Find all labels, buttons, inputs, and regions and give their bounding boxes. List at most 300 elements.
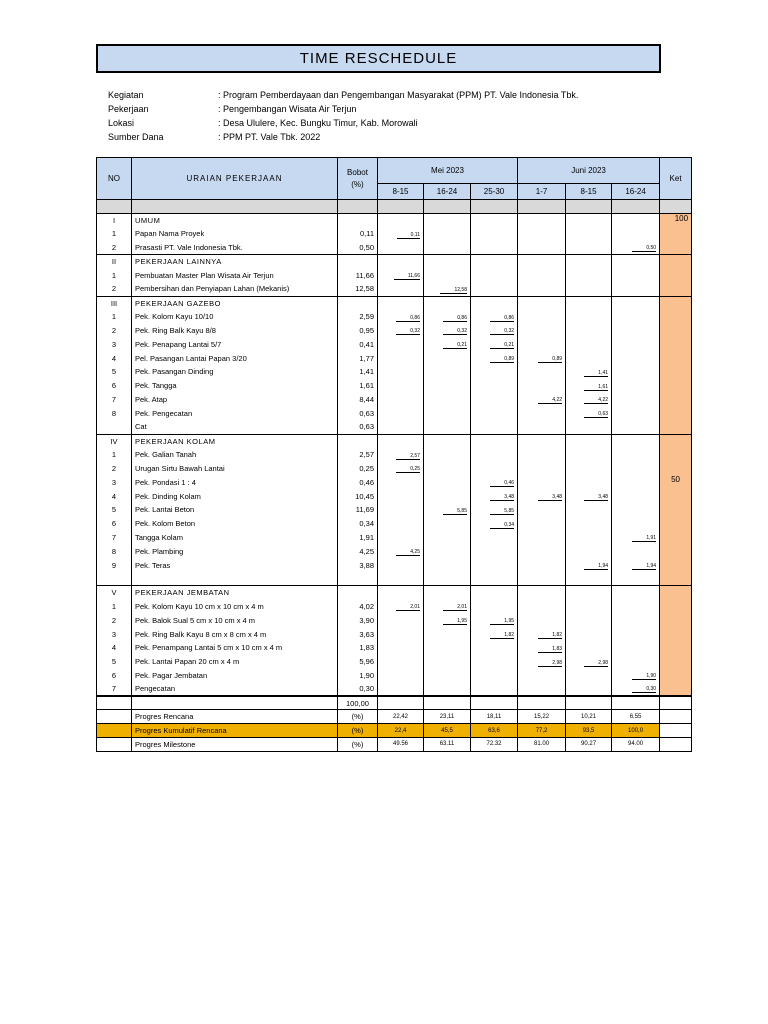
schedule-cell	[424, 462, 471, 476]
schedule-cell	[612, 241, 660, 255]
ket-cell	[660, 434, 692, 448]
progress-value: 22,42	[378, 710, 424, 724]
schedule-cell	[566, 310, 612, 324]
schedule-cell	[424, 544, 471, 558]
schedule-cell	[518, 572, 566, 586]
schedule-cell	[566, 489, 612, 503]
footer-cell	[518, 696, 566, 710]
table-row	[97, 268, 692, 282]
schedule-cell	[612, 406, 660, 420]
schedule-cell	[612, 379, 660, 393]
schedule-cell	[566, 255, 612, 269]
schedule-cell	[612, 310, 660, 324]
schedule-cell	[566, 351, 612, 365]
schedule-cell	[566, 379, 612, 393]
schedule-cell	[518, 475, 566, 489]
table-row	[97, 310, 692, 324]
row-no: 5	[97, 365, 132, 379]
schedule-cell	[518, 448, 566, 462]
schedule-cell	[471, 613, 518, 627]
info-row	[108, 116, 578, 130]
info-value: : Pengembangan Wisata Air Terjun	[218, 104, 357, 114]
info-row	[108, 102, 578, 116]
info-label: Pekerjaan	[108, 104, 149, 114]
row-no: III	[97, 296, 132, 310]
schedule-cell	[424, 503, 471, 517]
schedule-cell	[424, 324, 471, 338]
header-week: 8-15	[566, 184, 612, 200]
schedule-bar: 0,63	[584, 411, 608, 418]
schedule-cell	[566, 462, 612, 476]
table-row	[97, 227, 692, 241]
row-no: 2	[97, 241, 132, 255]
progress-value: 18,11	[471, 710, 518, 724]
ket-cell	[660, 572, 692, 586]
progress-value: 94.00	[612, 738, 660, 752]
schedule-cell	[424, 351, 471, 365]
schedule-cell	[566, 420, 612, 434]
schedule-cell	[378, 462, 424, 476]
header-juni: Juni 2023	[518, 158, 660, 184]
schedule-cell	[471, 255, 518, 269]
section-row	[97, 255, 692, 269]
ket-cell	[660, 531, 692, 545]
schedule-cell	[518, 434, 566, 448]
schedule-cell	[424, 227, 471, 241]
schedule-cell	[424, 475, 471, 489]
ket-cell	[660, 503, 692, 517]
schedule-cell	[424, 669, 471, 683]
progress-unit: (%)	[338, 738, 378, 752]
header-week: 16-24	[424, 184, 471, 200]
schedule-cell	[612, 337, 660, 351]
row-name: Pek. Pondasi 1 : 4	[132, 475, 338, 489]
schedule-cell	[424, 241, 471, 255]
schedule-cell	[612, 682, 660, 696]
row-bobot: 3,63	[338, 627, 378, 641]
schedule-cell	[566, 682, 612, 696]
schedule-cell	[566, 365, 612, 379]
schedule-cell	[566, 586, 612, 600]
ket-cell	[660, 241, 692, 255]
schedule-cell	[518, 503, 566, 517]
ket-cell	[660, 655, 692, 669]
schedule-cell	[378, 227, 424, 241]
header-week: 8-15	[378, 184, 424, 200]
schedule-cell	[424, 448, 471, 462]
schedule-bar: 1,94	[584, 563, 608, 570]
schedule-cell	[378, 544, 424, 558]
progress-row-milestone	[97, 738, 692, 752]
ket-cell	[660, 420, 692, 434]
schedule-cell	[424, 213, 471, 227]
row-bobot	[338, 296, 378, 310]
schedule-cell	[566, 282, 612, 296]
row-bobot	[338, 255, 378, 269]
progress-label: Progres Rencana	[132, 710, 338, 724]
row-name: Pek. Atap	[132, 393, 338, 407]
schedule-cell	[612, 489, 660, 503]
progress-row-kumulatif	[97, 724, 692, 738]
schedule-cell	[612, 544, 660, 558]
ket-cell	[660, 393, 692, 407]
schedule-cell	[378, 393, 424, 407]
row-no: 9	[97, 558, 132, 572]
schedule-cell	[424, 641, 471, 655]
row-bobot: 10,45	[338, 489, 378, 503]
row-name: Pek. Lantai Papan 20 cm x 4 m	[132, 655, 338, 669]
footer-cell	[612, 696, 660, 710]
footer-cell	[660, 738, 692, 752]
schedule-cell	[612, 558, 660, 572]
schedule-bar: 1,95	[443, 618, 467, 625]
schedule-cell	[378, 475, 424, 489]
schedule-bar: 0,32	[490, 328, 514, 335]
schedule-cell	[471, 365, 518, 379]
schedule-cell	[612, 517, 660, 531]
row-name: Pembuatan Master Plan Wisata Air Terjun	[132, 268, 338, 282]
schedule-cell	[518, 310, 566, 324]
schedule-cell	[612, 613, 660, 627]
ket-cell	[660, 517, 692, 531]
table-row	[97, 282, 692, 296]
ket-cell	[660, 586, 692, 600]
schedule-bar: 1,61	[584, 384, 608, 391]
row-name: Pek. Kolom Kayu 10 cm x 10 cm x 4 m	[132, 600, 338, 614]
row-bobot: 1,61	[338, 379, 378, 393]
table-row	[97, 627, 692, 641]
schedule-cell	[471, 310, 518, 324]
schedule-cell	[424, 489, 471, 503]
schedule-bar: 2,01	[396, 604, 420, 611]
row-no: 1	[97, 310, 132, 324]
row-no: 8	[97, 544, 132, 558]
footer-cell	[660, 710, 692, 724]
section-title: PEKERJAAN KOLAM	[132, 434, 338, 448]
schedule-bar: 1,82	[490, 632, 514, 639]
progress-value: 10,21	[566, 710, 612, 724]
schedule-cell	[518, 379, 566, 393]
row-bobot: 4,02	[338, 600, 378, 614]
section-row	[97, 213, 692, 227]
row-name	[132, 572, 338, 586]
schedule-cell	[566, 544, 612, 558]
row-name: Tangga Kolam	[132, 531, 338, 545]
schedule-cell	[518, 255, 566, 269]
row-bobot: 3,88	[338, 558, 378, 572]
schedule-cell	[566, 296, 612, 310]
row-bobot: 0,34	[338, 517, 378, 531]
schedule-cell	[471, 531, 518, 545]
row-bobot: 0,63	[338, 406, 378, 420]
schedule-cell	[378, 489, 424, 503]
header-week: 25-30	[471, 184, 518, 200]
schedule-cell	[378, 406, 424, 420]
schedule-cell	[518, 268, 566, 282]
info-value: : Desa Ululere, Kec. Bungku Timur, Kab. Morowali	[218, 118, 418, 128]
footer-cell	[97, 738, 132, 752]
schedule-cell	[471, 268, 518, 282]
schedule-cell	[518, 600, 566, 614]
ket-cell	[660, 600, 692, 614]
schedule-bar: 0,21	[490, 342, 514, 349]
schedule-cell	[612, 586, 660, 600]
total-row	[97, 696, 692, 710]
header-week: 16-24	[612, 184, 660, 200]
progress-label: Progres Milestone	[132, 738, 338, 752]
schedule-cell	[518, 351, 566, 365]
schedule-cell	[566, 627, 612, 641]
schedule-cell	[424, 365, 471, 379]
row-no: 2	[97, 462, 132, 476]
schedule-cell	[612, 213, 660, 227]
header-ket: Ket	[660, 158, 692, 200]
schedule-cell	[378, 282, 424, 296]
schedule-bar: 4,22	[538, 397, 562, 404]
schedule-cell	[471, 324, 518, 338]
schedule-cell	[612, 393, 660, 407]
schedule-bar: 5,85	[490, 508, 514, 515]
ket-value: 50	[671, 475, 681, 485]
footer-cell	[378, 696, 424, 710]
table-row	[97, 613, 692, 627]
table-row	[97, 558, 692, 572]
ket-cell	[660, 558, 692, 572]
schedule-bar: 11,66	[394, 273, 420, 280]
info-row	[108, 88, 578, 102]
ket-cell	[660, 379, 692, 393]
schedule-bar: 1,82	[538, 632, 562, 639]
table-row	[97, 655, 692, 669]
schedule-cell	[612, 420, 660, 434]
row-no: V	[97, 586, 132, 600]
progress-label: Progres Kumulatif Rencana	[132, 724, 338, 738]
schedule-bar: 0,11	[397, 232, 420, 239]
row-no: 2	[97, 324, 132, 338]
schedule-cell	[471, 227, 518, 241]
schedule-cell	[471, 420, 518, 434]
table-row	[97, 572, 692, 586]
schedule-cell	[471, 517, 518, 531]
schedule-cell	[566, 406, 612, 420]
schedule-cell	[471, 448, 518, 462]
schedule-cell	[424, 531, 471, 545]
header-bobot: Bobot (%)	[338, 158, 378, 200]
table-row	[97, 600, 692, 614]
table-row	[97, 641, 692, 655]
schedule-bar: 1,90	[632, 673, 656, 680]
schedule-cell	[518, 655, 566, 669]
table-row	[97, 420, 692, 434]
info-row	[108, 130, 578, 144]
schedule-cell	[424, 255, 471, 269]
row-bobot: 1,77	[338, 351, 378, 365]
schedule-cell	[424, 268, 471, 282]
schedule-cell	[378, 448, 424, 462]
progress-value: 63.11	[424, 738, 471, 752]
row-no: 4	[97, 489, 132, 503]
table-row	[97, 337, 692, 351]
schedule-cell	[612, 255, 660, 269]
schedule-cell	[424, 296, 471, 310]
schedule-cell	[566, 434, 612, 448]
row-no: I	[97, 213, 132, 227]
row-no: 5	[97, 503, 132, 517]
schedule-bar: 1,41	[584, 370, 608, 377]
schedule-cell	[566, 241, 612, 255]
header-uraian: URAIAN PEKERJAAN	[132, 158, 338, 200]
schedule-cell	[518, 241, 566, 255]
schedule-cell	[566, 213, 612, 227]
schedule-cell	[424, 420, 471, 434]
row-name: Pengecatan	[132, 682, 338, 696]
schedule-cell	[424, 337, 471, 351]
schedule-cell	[424, 558, 471, 572]
schedule-cell	[518, 365, 566, 379]
row-bobot: 5,96	[338, 655, 378, 669]
row-bobot	[338, 434, 378, 448]
table-row	[97, 489, 692, 503]
schedule-cell	[612, 268, 660, 282]
schedule-bar: 0,25	[396, 466, 420, 473]
row-name: Pek. Ring Balk Kayu 8 cm x 8 cm x 4 m	[132, 627, 338, 641]
row-no: 6	[97, 517, 132, 531]
schedule-cell	[518, 282, 566, 296]
row-bobot: 2,59	[338, 310, 378, 324]
row-name: Pek. Tangga	[132, 379, 338, 393]
schedule-cell	[424, 310, 471, 324]
schedule-cell	[612, 669, 660, 683]
table-row	[97, 241, 692, 255]
row-no: 7	[97, 531, 132, 545]
header-mei: Mei 2023	[378, 158, 518, 184]
ket-cell	[660, 227, 692, 241]
schedule-cell	[471, 393, 518, 407]
schedule-cell	[518, 227, 566, 241]
page-title: TIME RESCHEDULE	[96, 44, 661, 73]
schedule-cell	[566, 475, 612, 489]
schedule-bar: 0,30	[632, 686, 656, 693]
schedule-cell	[424, 586, 471, 600]
schedule-cell	[378, 600, 424, 614]
row-name: Pek. Lantai Beton	[132, 503, 338, 517]
schedule-cell	[566, 227, 612, 241]
schedule-cell	[518, 682, 566, 696]
table-row	[97, 365, 692, 379]
row-no: 4	[97, 351, 132, 365]
schedule-cell	[378, 655, 424, 669]
schedule-cell	[566, 572, 612, 586]
footer-cell	[660, 696, 692, 710]
row-bobot: 1,83	[338, 641, 378, 655]
row-bobot: 0,11	[338, 227, 378, 241]
table-row	[97, 544, 692, 558]
schedule-cell	[612, 324, 660, 338]
schedule-cell	[518, 669, 566, 683]
schedule-cell	[612, 572, 660, 586]
row-name: Cat	[132, 420, 338, 434]
schedule-cell	[612, 351, 660, 365]
schedule-bar: 0,50	[632, 245, 656, 252]
schedule-cell	[424, 572, 471, 586]
schedule-cell	[518, 296, 566, 310]
row-no: 1	[97, 268, 132, 282]
schedule-bar: 2,98	[584, 660, 608, 667]
schedule-bar: 0,89	[538, 356, 562, 363]
ket-cell	[660, 475, 692, 489]
section-row	[97, 296, 692, 310]
row-no: 6	[97, 669, 132, 683]
progress-value: 90.27	[566, 738, 612, 752]
row-bobot: 3,90	[338, 613, 378, 627]
footer-cell	[471, 696, 518, 710]
row-bobot: 0,95	[338, 324, 378, 338]
table-row	[97, 475, 692, 489]
progress-value: 100,0	[612, 724, 660, 738]
schedule-bar: 2,57	[396, 453, 420, 460]
progress-value: 63,6	[471, 724, 518, 738]
schedule-cell	[424, 434, 471, 448]
footer-cell	[97, 710, 132, 724]
schedule-bar: 0,46	[490, 480, 514, 487]
schedule-cell	[612, 462, 660, 476]
table-row	[97, 517, 692, 531]
schedule-cell	[378, 296, 424, 310]
schedule-bar: 0,21	[443, 342, 467, 349]
schedule-bar: 4,25	[396, 549, 420, 556]
schedule-cell	[424, 627, 471, 641]
row-name: Pek. Penampang Lantai 5 cm x 10 cm x 4 m	[132, 641, 338, 655]
row-name: Pembersihan dan Penyiapan Lahan (Mekanis)	[132, 282, 338, 296]
schedule-cell	[424, 613, 471, 627]
ket-cell	[660, 462, 692, 476]
schedule-cell	[471, 641, 518, 655]
ket-cell	[660, 324, 692, 338]
progress-unit: (%)	[338, 710, 378, 724]
schedule-cell	[378, 669, 424, 683]
schedule-cell	[378, 213, 424, 227]
schedule-cell	[471, 669, 518, 683]
row-no	[97, 420, 132, 434]
schedule-bar: 0,86	[490, 315, 514, 322]
schedule-bar: 1,91	[632, 535, 656, 542]
ket-cell	[660, 268, 692, 282]
schedule-cell	[424, 393, 471, 407]
schedule-cell	[518, 544, 566, 558]
schedule-bar: 1,83	[538, 646, 562, 653]
schedule-cell	[518, 558, 566, 572]
table-row	[97, 682, 692, 696]
schedule-cell	[566, 324, 612, 338]
ket-cell	[660, 448, 692, 462]
row-no: 1	[97, 600, 132, 614]
row-name: Papan Nama Proyek	[132, 227, 338, 241]
section-title: PEKERJAAN LAINNYA	[132, 255, 338, 269]
schedule-bar: 0,34	[490, 522, 514, 529]
progress-value: 22,4	[378, 724, 424, 738]
schedule-cell	[378, 641, 424, 655]
row-bobot: 0,25	[338, 462, 378, 476]
schedule-cell	[471, 600, 518, 614]
progress-value: 81.00	[518, 738, 566, 752]
schedule-cell	[518, 613, 566, 627]
row-no: 3	[97, 475, 132, 489]
row-bobot: 12,58	[338, 282, 378, 296]
schedule-cell	[566, 517, 612, 531]
schedule-cell	[566, 531, 612, 545]
gap-row	[97, 200, 692, 214]
section-title: PEKERJAAN JEMBATAN	[132, 586, 338, 600]
